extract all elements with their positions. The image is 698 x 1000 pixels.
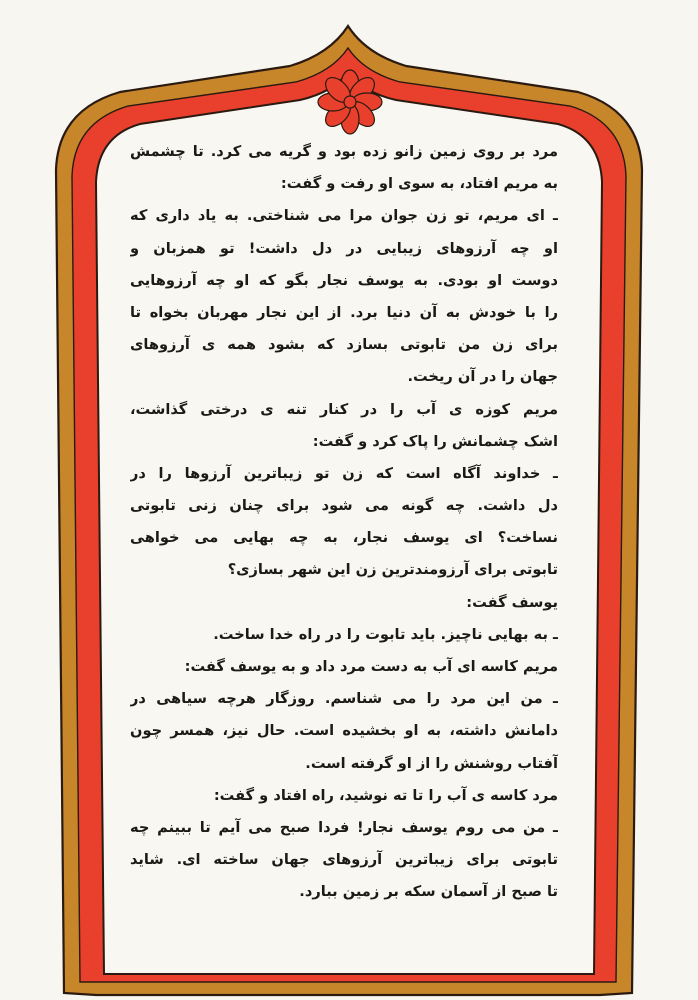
story-line: ـ به بهایی ناچیز. باید تابوت را در راه خدا ساخت.	[213, 625, 558, 643]
story-line: را با خودش به آن دنیا برد. از این نجار مهربان بخواه تا	[130, 303, 558, 321]
story-line: نساخت؟ ای یوسف نجار، به چه بهایی می خواهی	[130, 529, 558, 547]
story-text	[130, 136, 558, 909]
story-line: تا صبح از آسمان سکه بر زمین ببارد.	[299, 883, 558, 901]
story-line: جهان را در آن ریخت.	[407, 368, 558, 386]
story-line: برای زن من تابوتی بسازد که بشود همه ی آرزوهای	[130, 336, 558, 354]
story-line: ـ من می روم یوسف نجار! فردا صبح می آیم تا ببینم چه	[130, 818, 558, 836]
story-line: آفتاب روشنش را از او گرفته است.	[305, 754, 558, 772]
story-line: دل داشت. چه گونه می شود برای چنان زنی تابوتی	[130, 497, 558, 515]
story-line: دامانش داشته، به او بخشیده است. حال نیز، همسر چون	[130, 722, 558, 740]
story-line: ـ من این مرد را می شناسم. روزگار هرچه سیاهی در	[130, 690, 558, 708]
story-line: یوسف گفت:	[466, 593, 558, 611]
story-line: مرد کاسه ی آب را تا ته نوشید، راه افتاد و گفت:	[213, 786, 558, 804]
story-line: اشک چشمانش را پاک کرد و گفت:	[312, 432, 558, 450]
story-line: تابوتی برای آرزومندترین زن این شهر بسازی؟	[227, 561, 558, 579]
story-line: مریم کاسه ای آب به دست مرد داد و به یوسف گفت:	[184, 658, 558, 675]
story-line: ـ خداوند آگاه است که زن تو زیباترین آرزوها را در	[130, 464, 558, 482]
red-flower-icon	[318, 70, 382, 134]
story-line: مرد بر روی زمین زانو زده بود و گریه می کرد. تا چشمش	[130, 143, 558, 160]
story-line: به مریم افتاد، به سوی او رفت و گفت:	[280, 175, 558, 193]
story-line: مریم کوزه ی آب را در کنار تنه ی درختی گذاشت،	[130, 400, 558, 418]
story-line: دوست او بودی. به یوسف نجار بگو که او چه آرزوهایی	[130, 271, 558, 289]
story-line: او چه آرزوهای زیبایی در دل داشت! تو همزبان و	[130, 239, 558, 257]
story-line: ـ ای مریم، تو زن جوان مرا می شناختی. به یاد داری که	[130, 207, 558, 225]
story-line: تابوتی برای زیباترین آرزوهای جهان ساخته ای. شاید	[130, 851, 558, 869]
